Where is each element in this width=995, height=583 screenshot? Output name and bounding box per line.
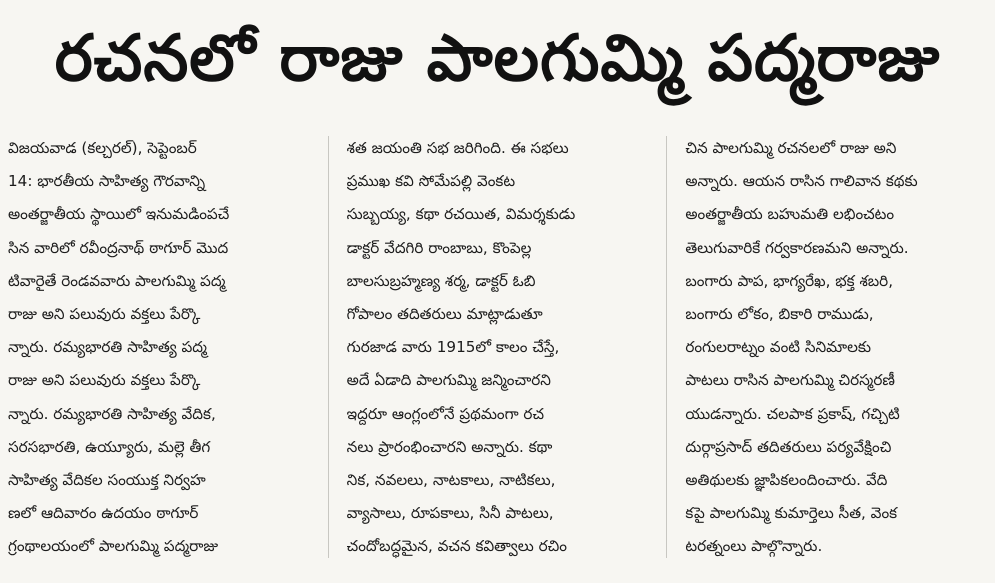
text-line: డాక్టర్ వేదగిరి రాంబాబు, కొంపెల్ల [346, 238, 532, 257]
text-line: సరసభారతి, ఉయ్యూరు, మల్లె తీగ [8, 437, 211, 456]
text-line: రాజు అని పలువురు వక్తలు పేర్కొ [8, 305, 201, 324]
article-columns [8, 118, 987, 568]
text-line: బాలసుబ్రహ్మణ్య శర్మ, డాక్టర్ ఓబి [346, 271, 536, 290]
headline: రచనలో రాజు పాలగుమ్మి పద్మరాజు [54, 22, 941, 96]
article-column-3 [685, 132, 987, 568]
text-line: గ్రంథాలయంలో పాలగుమ్మి పద్మరాజు [8, 537, 219, 556]
text-line: విజయవాడ (కల్చరల్), సెప్టెంబర్ [8, 139, 197, 157]
text-line: టరత్నంలు పాల్గొన్నారు. [685, 537, 823, 556]
text-line: దుర్గాప్రసాద్ తదితరులు పర్యవేక్షించి [685, 437, 892, 456]
text-line: రాజు అని పలువురు వక్తలు పేర్కొ [8, 371, 201, 390]
text-line: సాహిత్య వేదికల సంయుక్త నిర్వహ [8, 471, 206, 490]
column-divider [666, 136, 667, 558]
text-line: ణలో ఆదివారం ఉదయం ఠాగూర్ [8, 504, 199, 523]
text-line: ప్రముఖ కవి సోమేపల్లి వెంకట [346, 172, 516, 191]
text-line: టివారైతే రెండవవారు పాలగుమ్మి పద్మ [8, 271, 226, 290]
text-line: గురజాడ వారు 1915లో కాలం చేస్తే, [346, 338, 560, 357]
text-line: యుడన్నారు. చలపాక ప్రకాష్, గచ్చిటి [685, 404, 900, 423]
text-line: కపై పాలగుమ్మి కుమార్తెలు సీత, వెంక [685, 504, 898, 523]
text-line: వ్యాసాలు, రూపకాలు, సినీ పాటలు, [346, 504, 554, 523]
text-line: రంగులరాట్నం వంటి సినిమాలకు [685, 338, 872, 357]
text-line: తెలుగువారికే గర్వకారణమని అన్నారు. [685, 238, 909, 257]
text-line: న్నారు. రమ్యభారతి సాహిత్య వేదిక, [8, 404, 216, 423]
column-divider [328, 136, 329, 558]
text-line: అతిథులకు జ్ఞాపికలందించారు. వేది [685, 471, 888, 490]
text-line: చిన పాలగుమ్మి రచనలలో రాజు అని [685, 139, 897, 157]
article-column-1 [8, 132, 310, 568]
text-line: అదే ఏడాది పాలగుమ్మి జన్మించారని [346, 371, 551, 390]
text-line: నిక, నవలలు, నాటకాలు, నాటికలు, [346, 471, 556, 490]
article-column-2 [347, 132, 649, 568]
text-line: సిన వారిలో రవీంద్రనాథ్ ఠాగూర్ మొద [8, 238, 229, 257]
text-line: ఇద్దరూ ఆంగ్లంలోనే ప్రథమంగా రచ [346, 404, 544, 423]
text-line: గోపాలం తదితరులు మాట్లాడుతూ [346, 305, 543, 324]
text-line: సుబ్బయ్య, కథా రచయిత, విమర్శకుడు [346, 205, 576, 224]
text-line: బంగారు లోకం, బికారి రాముడు, [685, 305, 874, 324]
text-line: అన్నారు. ఆయన రాసిన గాలివాన కథకు [685, 172, 918, 191]
text-line: అంతర్జాతీయ స్థాయిలో ఇనుమడింపచే [8, 205, 230, 224]
text-line: బంగారు పాప, భాగ్యరేఖ, భక్త శబరి, [685, 271, 894, 290]
text-line: చందోబద్ధమైన, వచన కవిత్వాలు రచిం [346, 537, 567, 556]
text-line: పాటలు రాసిన పాలగుమ్మి చిరస్మరణీ [685, 371, 895, 390]
text-line: అంతర్జాతీయ బహుమతి లభించటం [685, 205, 895, 224]
text-line: నలు ప్రారంభించారని అన్నారు. కథా [346, 437, 553, 456]
text-line: శత జయంతి సభ జరిగింది. ఈ సభలు [346, 139, 569, 157]
text-line: 14: భారతీయ సాహిత్య గౌరవాన్ని [8, 172, 206, 191]
text-line: న్నారు. రమ్యభారతి సాహిత్య పద్మ [8, 338, 207, 357]
